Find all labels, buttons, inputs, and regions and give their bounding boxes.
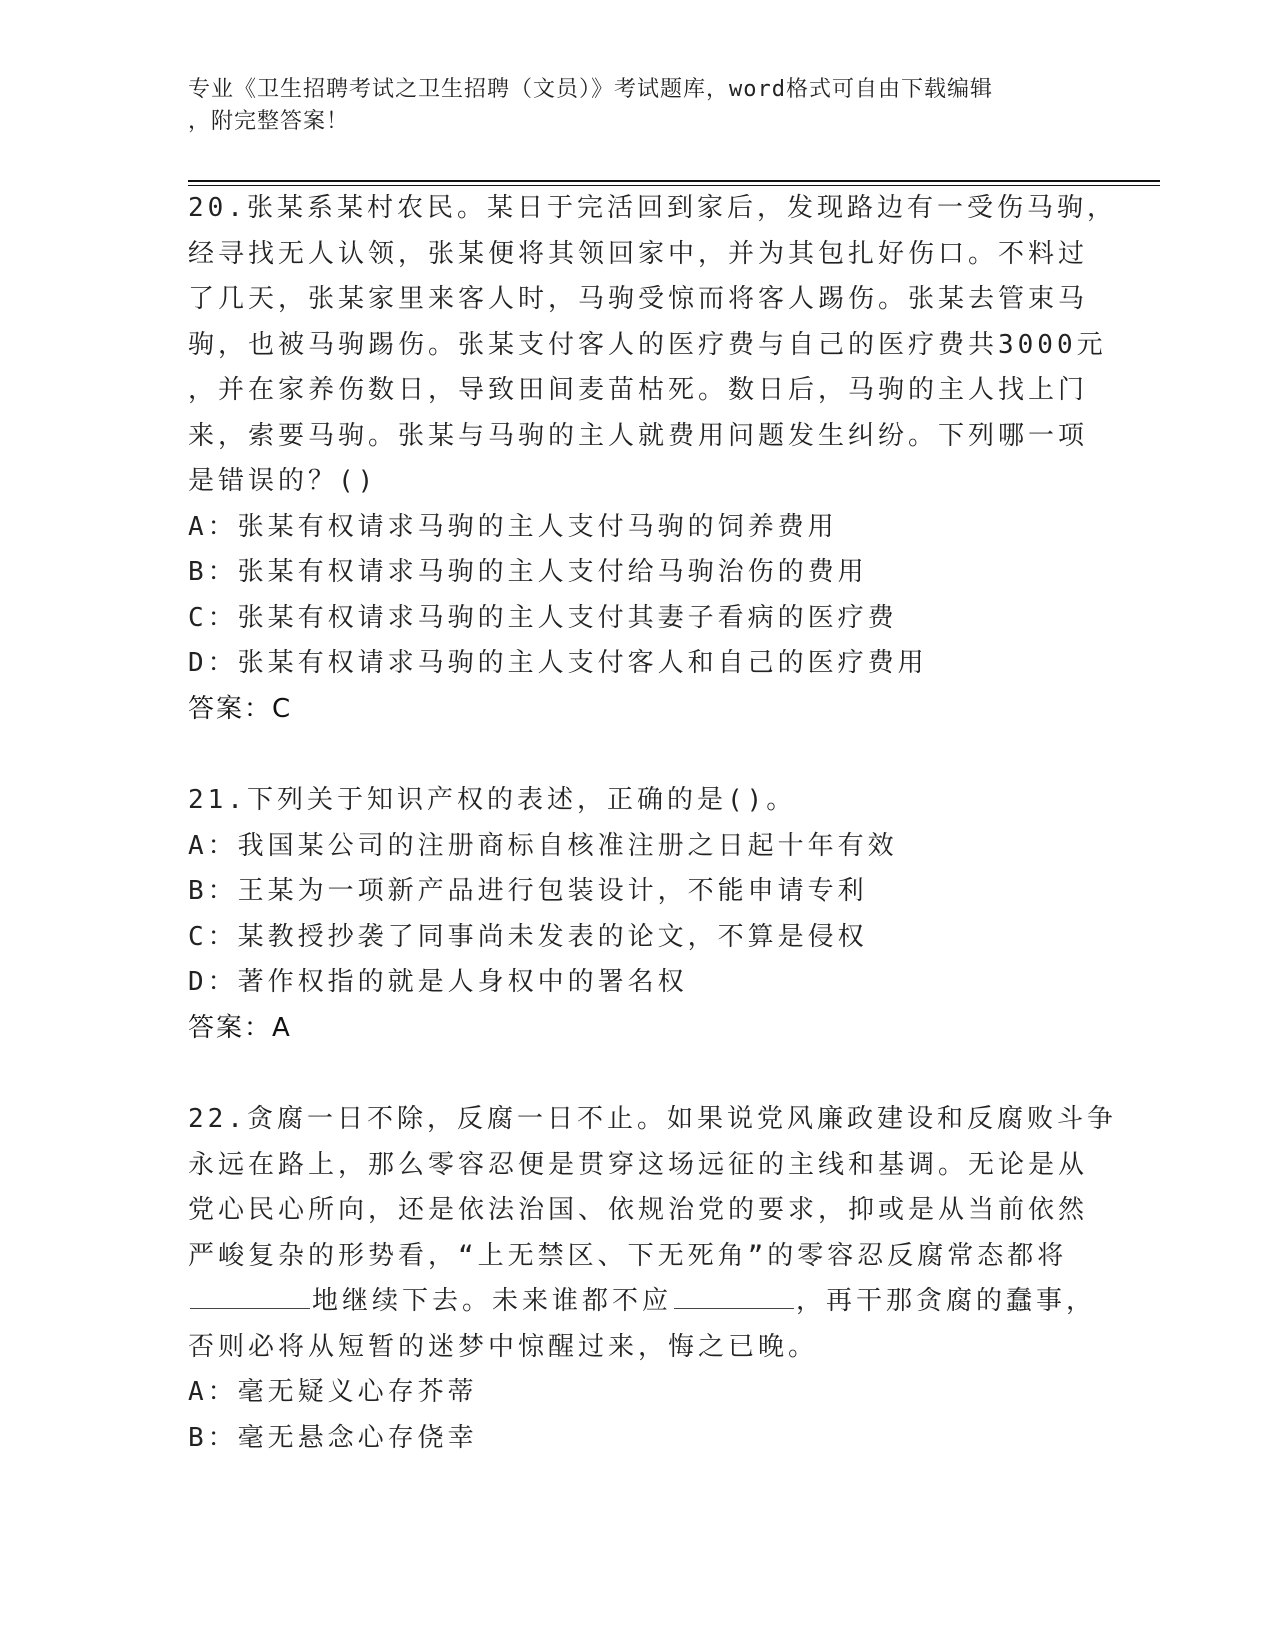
question-text-line: 21.下列关于知识产权的表述，正确的是()。 — [188, 785, 797, 815]
option-a: A：我国某公司的注册商标自核准注册之日起十年有效 — [188, 830, 898, 861]
blank-line-text-2: ，再干那贪腐的蠢事， — [796, 1286, 1097, 1316]
option-a: A：张某有权请求马驹的主人支付马驹的饲养费用 — [188, 511, 838, 542]
question-20 — [188, 186, 1117, 732]
header-divider-thick — [188, 180, 1160, 182]
option-b: B：张某有权请求马驹的主人支付给马驹治伤的费用 — [188, 557, 868, 587]
question-text-line: 了几天，张某家里来客人时，马驹受惊而将客人踢伤。张某去管束马 — [188, 284, 1089, 314]
question-text-line: ，并在家养伤数日，导致田间麦苗枯死。数日后，马驹的主人找上门 — [188, 375, 1089, 405]
question-text-line: 是错误的？() — [188, 466, 378, 496]
question-list — [188, 186, 1117, 1507]
question-text-line: 经寻找无人认领，张某便将其领回家中，并为其包扎好伤口。不料过 — [188, 238, 1089, 269]
question-text-line: 否则必将从短暂的迷梦中惊醒过来，悔之已晚。 — [188, 1331, 819, 1362]
option-d: D：张某有权请求马驹的主人支付客人和自己的医疗费用 — [188, 648, 928, 678]
question-text-line: 党心民心所向，还是依法治国、依规治党的要求，抑或是从当前依然 — [188, 1195, 1089, 1225]
question-21 — [188, 778, 1088, 1051]
question-text-line-with-blanks — [188, 1279, 1097, 1325]
option-c: C：张某有权请求马驹的主人支付其妻子看病的医疗费 — [188, 602, 898, 633]
option-b: B：毫无悬念心存侥幸 — [188, 1422, 478, 1453]
answer-label: 答案：C — [188, 693, 293, 724]
header-title-line: 专业《卫生招聘考试之卫生招聘（文员）》考试题库，word格式可自由下载编辑 — [188, 77, 993, 102]
fill-blank-2 — [674, 1286, 794, 1309]
fill-blank-1 — [190, 1286, 310, 1309]
blank-line-text-1: 地继续下去。未来谁都不应 — [312, 1286, 673, 1316]
option-c: C：某教授抄袭了同事尚未发表的论文，不算是侵权 — [188, 921, 868, 952]
question-text-line: 来，索要马驹。张某与马驹的主人就费用问题发生纠纷。下列哪一项 — [188, 420, 1089, 451]
question-text-line: 严峻复杂的形势看，“上无禁区、下无死角”的零容忍反腐常态都将 — [188, 1240, 1068, 1271]
question-text-line: 20.张某系某村农民。某日于完活回到家后，发现路边有一受伤马驹， — [188, 193, 1117, 223]
option-a: A：毫无疑义心存芥蒂 — [188, 1377, 478, 1407]
option-b: B：王某为一项新产品进行包装设计，不能申请专利 — [188, 876, 868, 906]
answer-label: 答案：A — [188, 1012, 292, 1043]
option-d: D：著作权指的就是人身权中的署名权 — [188, 967, 688, 997]
document-header — [188, 74, 1068, 138]
header-title-continuation: ，附完整答案！ — [188, 109, 350, 134]
question-text-line: 22.贪腐一日不除，反腐一日不止。如果说党风廉政建设和反腐败斗争 — [188, 1104, 1117, 1134]
question-text-line: 驹，也被马驹踢伤。张某支付客人的医疗费与自己的医疗费共3000元 — [188, 329, 1107, 360]
question-22 — [188, 1097, 1117, 1461]
question-text-line: 永远在路上，那么零容忍便是贯穿这场远征的主线和基调。无论是从 — [188, 1149, 1089, 1180]
